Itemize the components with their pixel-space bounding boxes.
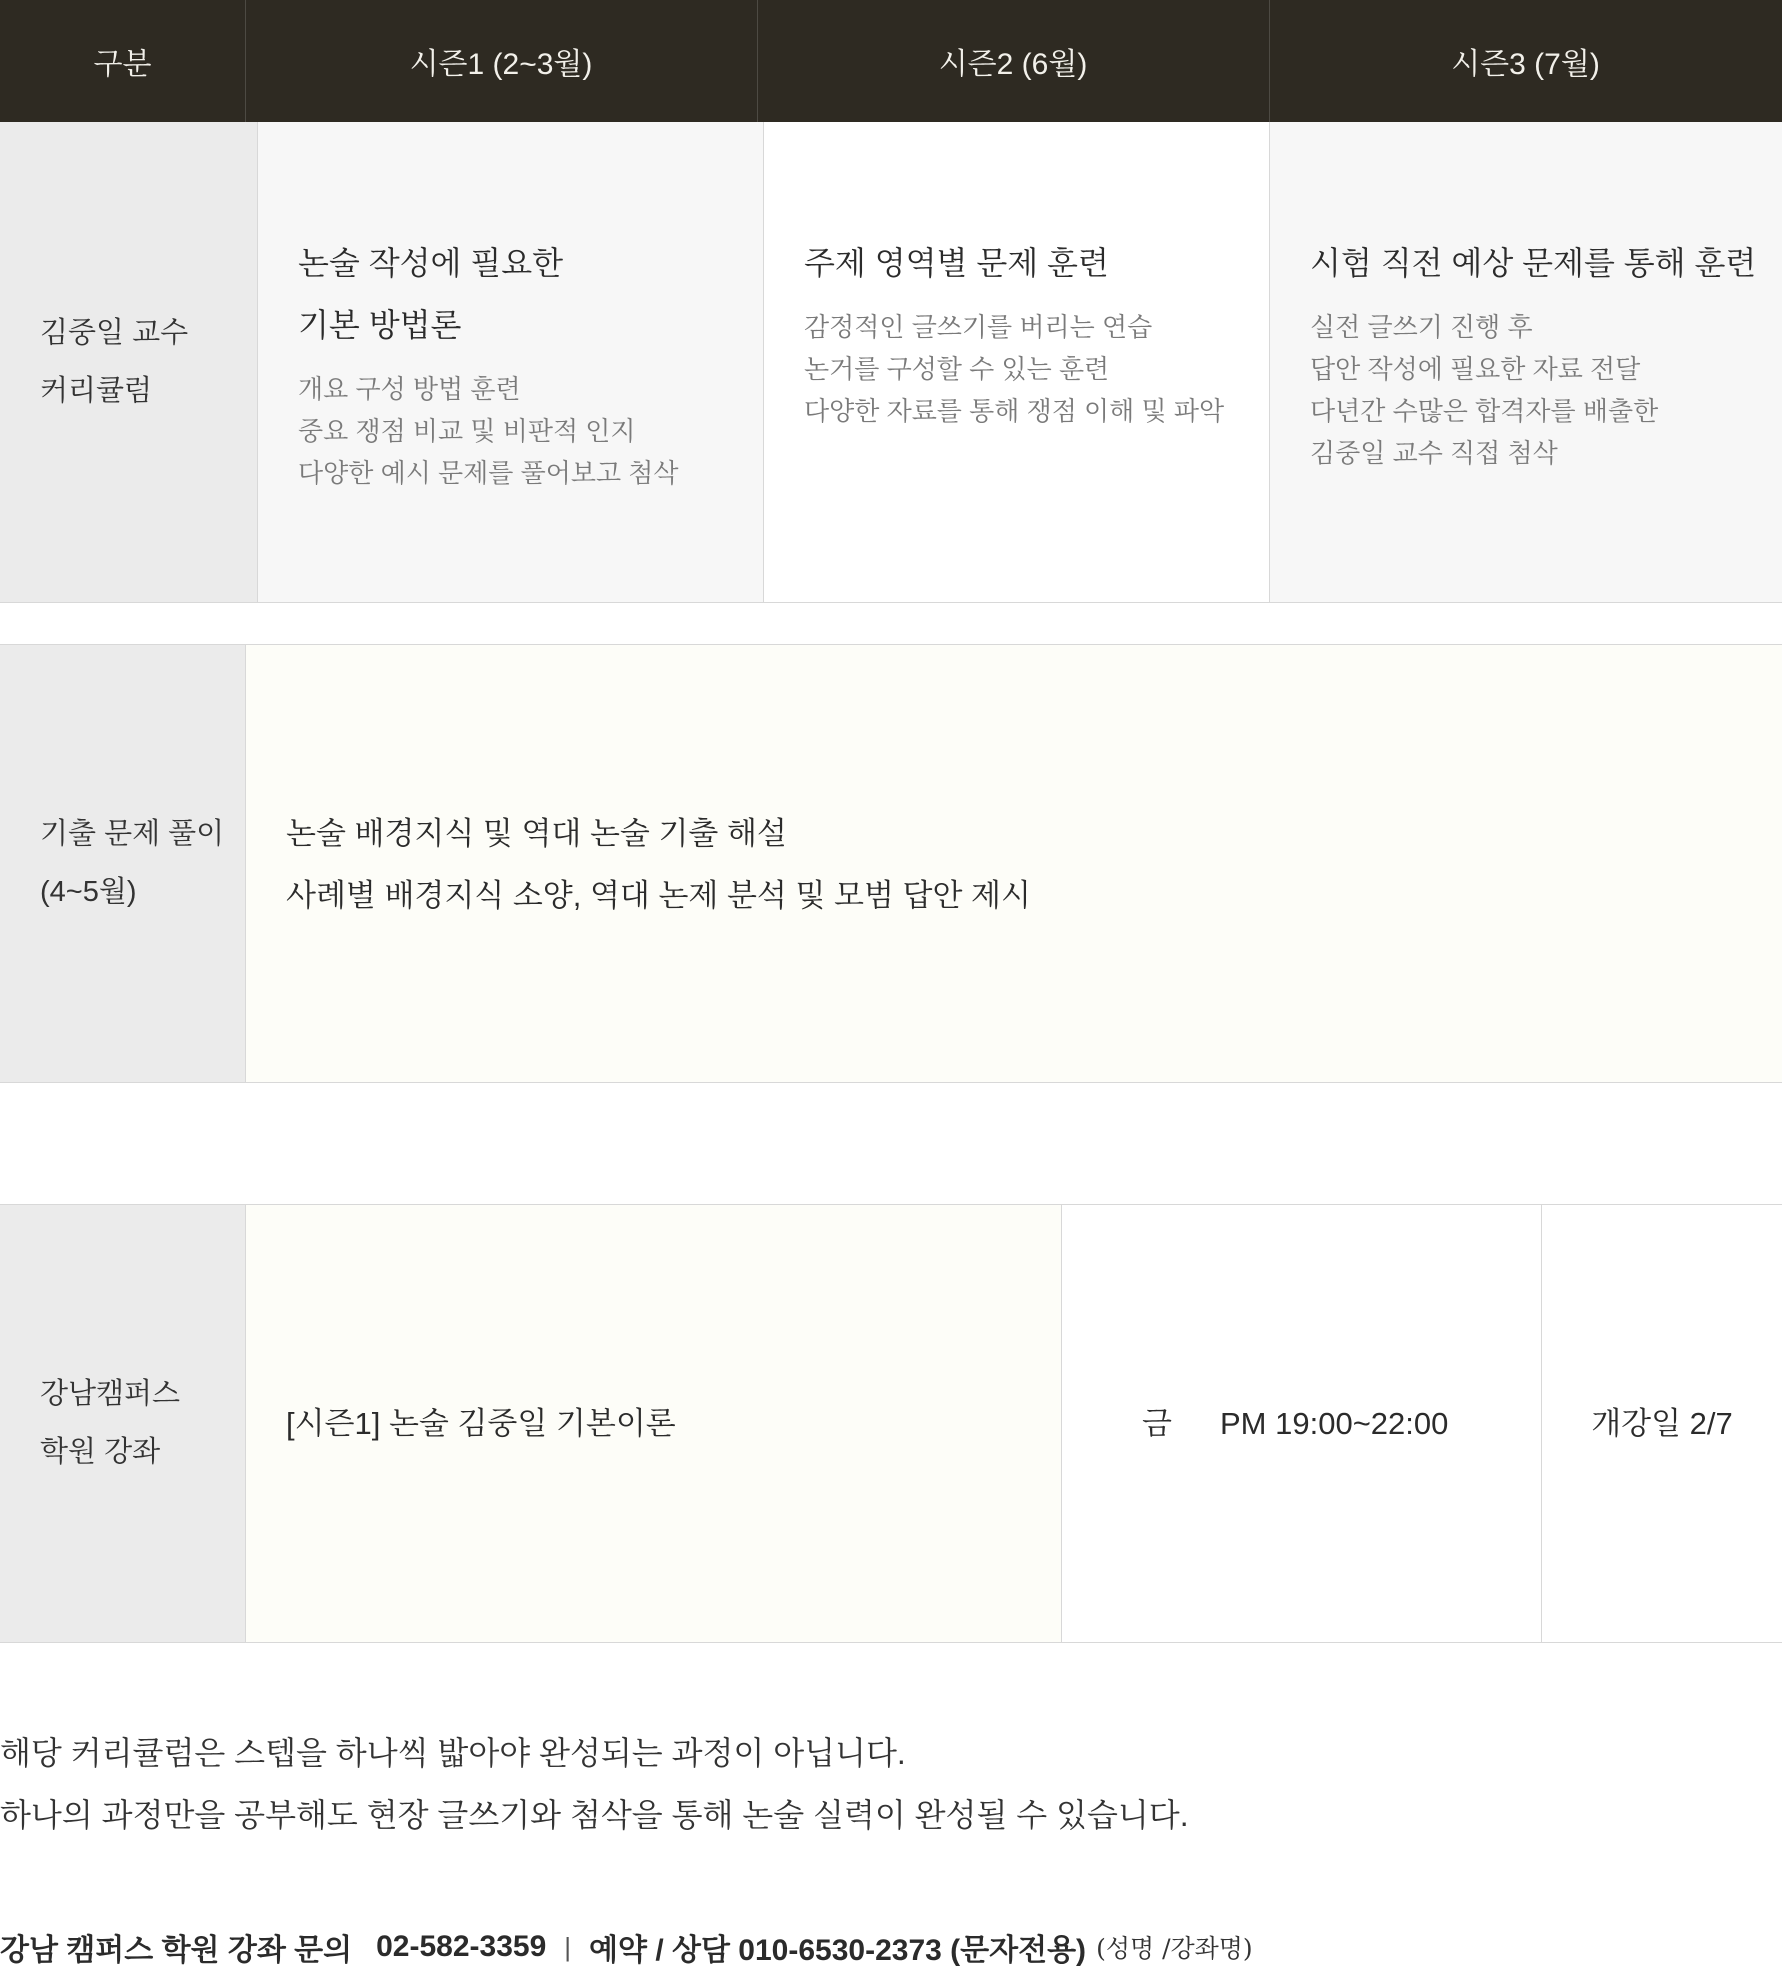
header-season1: 시즌1 (2~3월): [409, 48, 593, 81]
past-exam-line2: 사례별 배경지식 소양, 역대 논제 분석 및 모범 답안 제시: [286, 878, 1031, 913]
campus-class-row: [0, 1204, 1782, 1643]
season3-item: 김중일 교수 직접 첨삭: [1310, 438, 1558, 468]
season2-item: 논거를 구성할 수 있는 훈련: [804, 354, 1110, 384]
past-exam-row: [0, 644, 1782, 1083]
notice-line1: 해당 커리큘럼은 스텝을 하나씩 밟아야 완성되는 과정이 아닙니다.: [0, 1735, 906, 1771]
curriculum-notice: [0, 1722, 1189, 1846]
reservation-contact[interactable]: 예약 / 상담 010-6530-2373 (문자전용): [589, 1934, 1087, 1967]
season3-item: 답안 작성에 필요한 자료 전달: [1310, 354, 1641, 384]
header-season2: 시즌2 (6월): [938, 48, 1088, 81]
campus-label-line2: 학원 강좌: [40, 1436, 161, 1468]
inquiry-label: 강남 캠퍼스 학원 강좌 문의: [0, 1934, 353, 1967]
season3-item: 실전 글쓰기 진행 후: [1310, 312, 1533, 342]
season2-title: 주제 영역별 문제 훈련: [804, 245, 1109, 281]
past-exam-content-cell: [245, 645, 1782, 1082]
campus-open-cell: [1541, 1205, 1782, 1642]
sms-format-note: (성명 /강좌명): [1096, 1934, 1253, 1963]
season1-cell: [257, 122, 763, 603]
past-exam-label-line2: (4~5월): [40, 876, 137, 908]
header-season3: 시즌3 (7월): [1451, 48, 1600, 81]
curriculum-label-cell: [0, 122, 257, 603]
season2-cell: [763, 122, 1269, 603]
season1-title-line1: 논술 작성에 필요한: [298, 245, 564, 281]
season2-item: 감정적인 글쓰기를 버리는 연습: [804, 312, 1153, 342]
season1-item: 중요 쟁점 비교 및 비판적 인지: [298, 416, 636, 446]
campus-time-cell: [1061, 1205, 1541, 1642]
table-header-row: [0, 0, 1782, 122]
season3-cell: [1269, 122, 1782, 603]
contact-footer: [0, 1922, 1253, 1972]
open-date: 개강일 2/7: [1591, 1406, 1733, 1441]
curriculum-row: [0, 122, 1782, 603]
curriculum-label-line1: 김중일 교수: [40, 317, 189, 349]
season1-item: 개요 구성 방법 훈련: [298, 374, 521, 404]
header-category: 구분: [93, 48, 152, 81]
course-name: [시즌1] 논술 김중일 기본이론: [286, 1406, 676, 1441]
season3-item: 다년간 수많은 합격자를 배출한: [1310, 396, 1659, 426]
season2-item: 다양한 자료를 통해 쟁점 이해 및 파악: [804, 396, 1225, 426]
campus-label-cell: [0, 1205, 245, 1642]
class-time: PM 19:00~22:00: [1220, 1406, 1449, 1441]
campus-label-line1: 강남캠퍼스: [40, 1378, 181, 1410]
past-exam-label-cell: [0, 645, 245, 1082]
past-exam-line1: 논술 배경지식 및 역대 논술 기출 해설: [286, 816, 787, 851]
season1-title-line2: 기본 방법론: [298, 307, 462, 343]
curriculum-label-line2: 커리큘럼: [40, 375, 153, 407]
row-divider: [0, 602, 1782, 603]
season3-title: 시험 직전 예상 문제를 통해 훈련: [1310, 245, 1757, 281]
class-day: 금: [1142, 1406, 1172, 1441]
inquiry-phone[interactable]: 02-582-3359: [376, 1930, 547, 1963]
season1-item: 다양한 예시 문제를 풀어보고 첨삭: [298, 458, 679, 488]
footer-separator: |: [564, 1931, 572, 1962]
notice-line2: 하나의 과정만을 공부해도 현장 글쓰기와 첨삭을 통해 논술 실력이 완성될 수 있습니다.: [0, 1797, 1189, 1833]
campus-course-cell: [245, 1205, 1061, 1642]
past-exam-label-line1: 기출 문제 풀이: [40, 818, 225, 850]
